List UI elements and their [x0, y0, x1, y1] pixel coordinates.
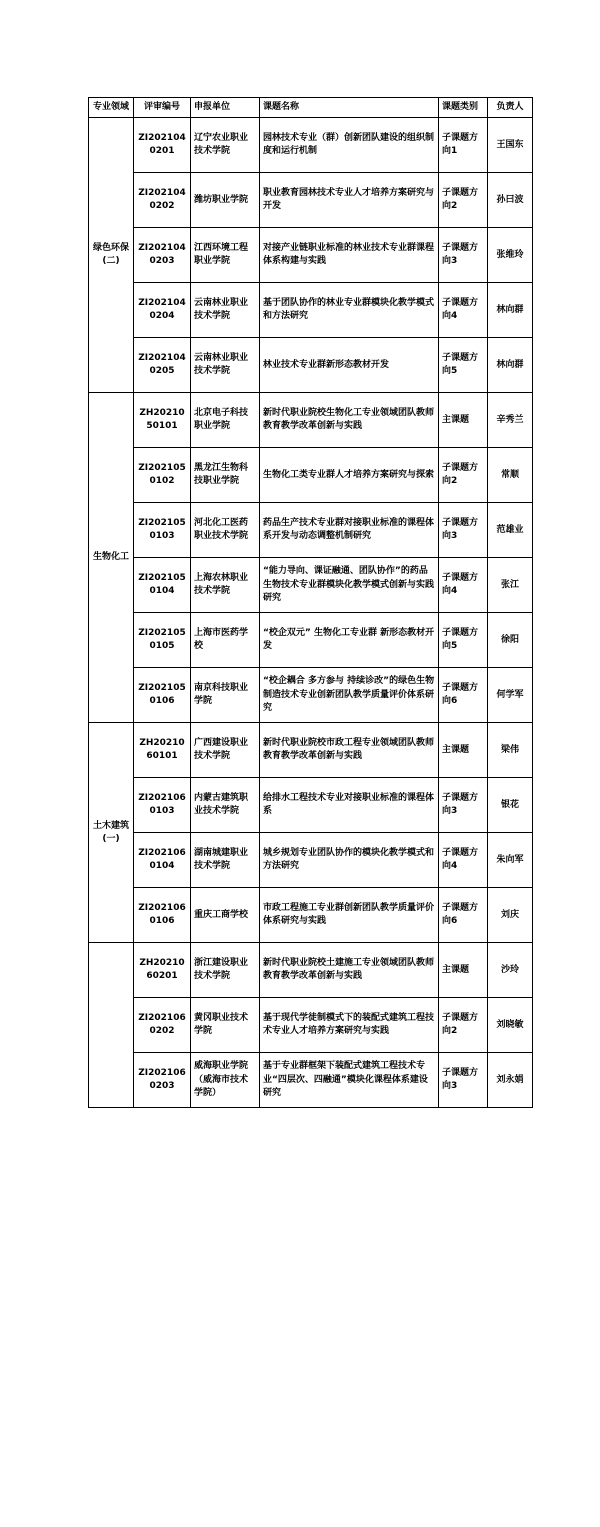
applicant-unit: 云南林业职业技术学院 [191, 338, 260, 393]
applicant-unit: 黄冈职业技术学院 [191, 998, 260, 1053]
table-row [89, 173, 533, 228]
field-cell: 生物化工 [89, 393, 134, 723]
table-container [88, 97, 524, 1108]
project-leader: 刘庆 [488, 888, 533, 943]
table-body [89, 118, 533, 1108]
review-code: ZI2021060202 [134, 998, 191, 1053]
review-code: ZI2021040202 [134, 173, 191, 228]
project-title: “校企耦合 多方参与 持续诊改”的绿色生物制造技术专业创新团队教学质量评价体系研究 [260, 668, 439, 723]
project-type: 子课题方向3 [439, 1053, 488, 1108]
applicant-unit: 重庆工商学校 [191, 888, 260, 943]
table-row [89, 723, 533, 778]
table-row [89, 778, 533, 833]
project-leader: 何学军 [488, 668, 533, 723]
applicant-unit: 黑龙江生物科技职业学院 [191, 448, 260, 503]
table-header [89, 98, 533, 118]
column-header-code: 评审编号 [134, 98, 191, 118]
table-row [89, 833, 533, 888]
project-leader: 张维玲 [488, 228, 533, 283]
applicant-unit: 南京科技职业学院 [191, 668, 260, 723]
project-title: 城乡规划专业团队协作的模块化教学模式和方法研究 [260, 833, 439, 888]
review-code: ZI2021040204 [134, 283, 191, 338]
project-type: 主课题 [439, 943, 488, 998]
applicant-unit: 云南林业职业技术学院 [191, 283, 260, 338]
applicant-unit: 浙江建设职业技术学院 [191, 943, 260, 998]
review-code: ZI2021040201 [134, 118, 191, 173]
table-row [89, 943, 533, 998]
project-title: 新时代职业院校市政工程专业领域团队教师教育教学改革创新与实践 [260, 723, 439, 778]
project-title: 给排水工程技术专业对接职业标准的课程体系 [260, 778, 439, 833]
project-leader: 常顺 [488, 448, 533, 503]
review-code: ZI2021050104 [134, 558, 191, 613]
project-title: “校企双元” 生物化工专业群 新形态教材开发 [260, 613, 439, 668]
table-row [89, 668, 533, 723]
review-code: ZI2021040205 [134, 338, 191, 393]
applicant-unit: 辽宁农业职业技术学院 [191, 118, 260, 173]
project-leader: 刘晓敏 [488, 998, 533, 1053]
review-code: ZH2021050101 [134, 393, 191, 448]
project-leader: 林向群 [488, 338, 533, 393]
applicant-unit: 威海职业学院（威海市技术学院） [191, 1053, 260, 1108]
project-title: 林业技术专业群新形态教材开发 [260, 338, 439, 393]
project-leader: 范雄业 [488, 503, 533, 558]
project-type: 子课题方向5 [439, 613, 488, 668]
project-title: 基于现代学徒制模式下的装配式建筑工程技术专业人才培养方案研究与实践 [260, 998, 439, 1053]
applicant-unit: 内蒙古建筑职业技术学院 [191, 778, 260, 833]
review-code: ZI2021060203 [134, 1053, 191, 1108]
project-type: 子课题方向3 [439, 503, 488, 558]
project-title: 生物化工类专业群人才培养方案研究与探索 [260, 448, 439, 503]
project-leader: 张江 [488, 558, 533, 613]
project-type: 子课题方向4 [439, 833, 488, 888]
project-title: 新时代职业院校土建施工专业领域团队教师教育教学改革创新与实践 [260, 943, 439, 998]
project-leader: 朱向军 [488, 833, 533, 888]
project-type: 子课题方向4 [439, 283, 488, 338]
project-leader: 王国东 [488, 118, 533, 173]
project-type: 子课题方向4 [439, 558, 488, 613]
project-leader: 银花 [488, 778, 533, 833]
review-code: ZI2021060103 [134, 778, 191, 833]
project-title: 新时代职业院校生物化工专业领域团队教师教育教学改革创新与实践 [260, 393, 439, 448]
project-type: 子课题方向2 [439, 448, 488, 503]
table-row [89, 448, 533, 503]
project-type: 主课题 [439, 723, 488, 778]
project-title: 基于专业群框架下装配式建筑工程技术专业“四层次、四融通”模块化课程体系建设研究 [260, 1053, 439, 1108]
project-type: 子课题方向3 [439, 228, 488, 283]
project-title: 药品生产技术专业群对接职业标准的课程体系开发与动态调整机制研究 [260, 503, 439, 558]
column-header-title: 课题名称 [260, 98, 439, 118]
project-title: 市政工程施工专业群创新团队教学质量评价体系研究与实践 [260, 888, 439, 943]
table-row [89, 503, 533, 558]
table-row [89, 1053, 533, 1108]
project-leader: 辛秀兰 [488, 393, 533, 448]
table-row [89, 613, 533, 668]
table-row [89, 228, 533, 283]
project-leader: 刘永娟 [488, 1053, 533, 1108]
applicant-unit: 河北化工医药职业技术学院 [191, 503, 260, 558]
column-header-person: 负责人 [488, 98, 533, 118]
project-type: 子课题方向2 [439, 173, 488, 228]
review-code: ZI2021050102 [134, 448, 191, 503]
field-cell: 土木建筑(一) [89, 723, 134, 943]
applicant-unit: 潍坊职业学院 [191, 173, 260, 228]
project-leader: 林向群 [488, 283, 533, 338]
applicant-unit: 上海市医药学校 [191, 613, 260, 668]
project-title: 基于团队协作的林业专业群模块化教学模式和方法研究 [260, 283, 439, 338]
project-type: 子课题方向6 [439, 888, 488, 943]
project-leader: 徐阳 [488, 613, 533, 668]
project-type: 子课题方向6 [439, 668, 488, 723]
project-title: 园林技术专业（群）创新团队建设的组织制度和运行机制 [260, 118, 439, 173]
review-code: ZI2021060106 [134, 888, 191, 943]
table-row [89, 283, 533, 338]
project-title: “能力导向、课证融通、团队协作”的药品生物技术专业群模块化教学模式创新与实践研究 [260, 558, 439, 613]
applicant-unit: 上海农林职业技术学院 [191, 558, 260, 613]
project-title: 职业教育园林技术专业人才培养方案研究与开发 [260, 173, 439, 228]
table-row [89, 558, 533, 613]
table-row [89, 338, 533, 393]
project-title: 对接产业链职业标准的林业技术专业群课程体系构建与实践 [260, 228, 439, 283]
project-type: 子课题方向5 [439, 338, 488, 393]
review-code: ZH2021060101 [134, 723, 191, 778]
table-row [89, 998, 533, 1053]
review-code: ZI2021050105 [134, 613, 191, 668]
table-row [89, 393, 533, 448]
column-header-unit: 申报单位 [191, 98, 260, 118]
applicant-unit: 广西建设职业技术学院 [191, 723, 260, 778]
field-cell [89, 943, 134, 1108]
review-code: ZI2021050103 [134, 503, 191, 558]
project-type: 子课题方向2 [439, 998, 488, 1053]
column-header-field: 专业领域 [89, 98, 134, 118]
header-row [89, 98, 533, 118]
review-code: ZI2021060104 [134, 833, 191, 888]
applicant-unit: 江西环境工程职业学院 [191, 228, 260, 283]
field-cell: 绿色环保(二) [89, 118, 134, 393]
project-leader: 沙玲 [488, 943, 533, 998]
project-type: 子课题方向3 [439, 778, 488, 833]
project-type: 子课题方向1 [439, 118, 488, 173]
applicant-unit: 北京电子科技职业学院 [191, 393, 260, 448]
column-header-type: 课题类别 [439, 98, 488, 118]
review-code: ZH2021060201 [134, 943, 191, 998]
project-leader: 孙曰波 [488, 173, 533, 228]
table-row [89, 118, 533, 173]
review-code: ZI2021040203 [134, 228, 191, 283]
table-row [89, 888, 533, 943]
applicant-unit: 湖南城建职业技术学院 [191, 833, 260, 888]
project-approval-table [88, 97, 533, 1108]
project-leader: 梁伟 [488, 723, 533, 778]
review-code: ZI2021050106 [134, 668, 191, 723]
project-type: 主课题 [439, 393, 488, 448]
